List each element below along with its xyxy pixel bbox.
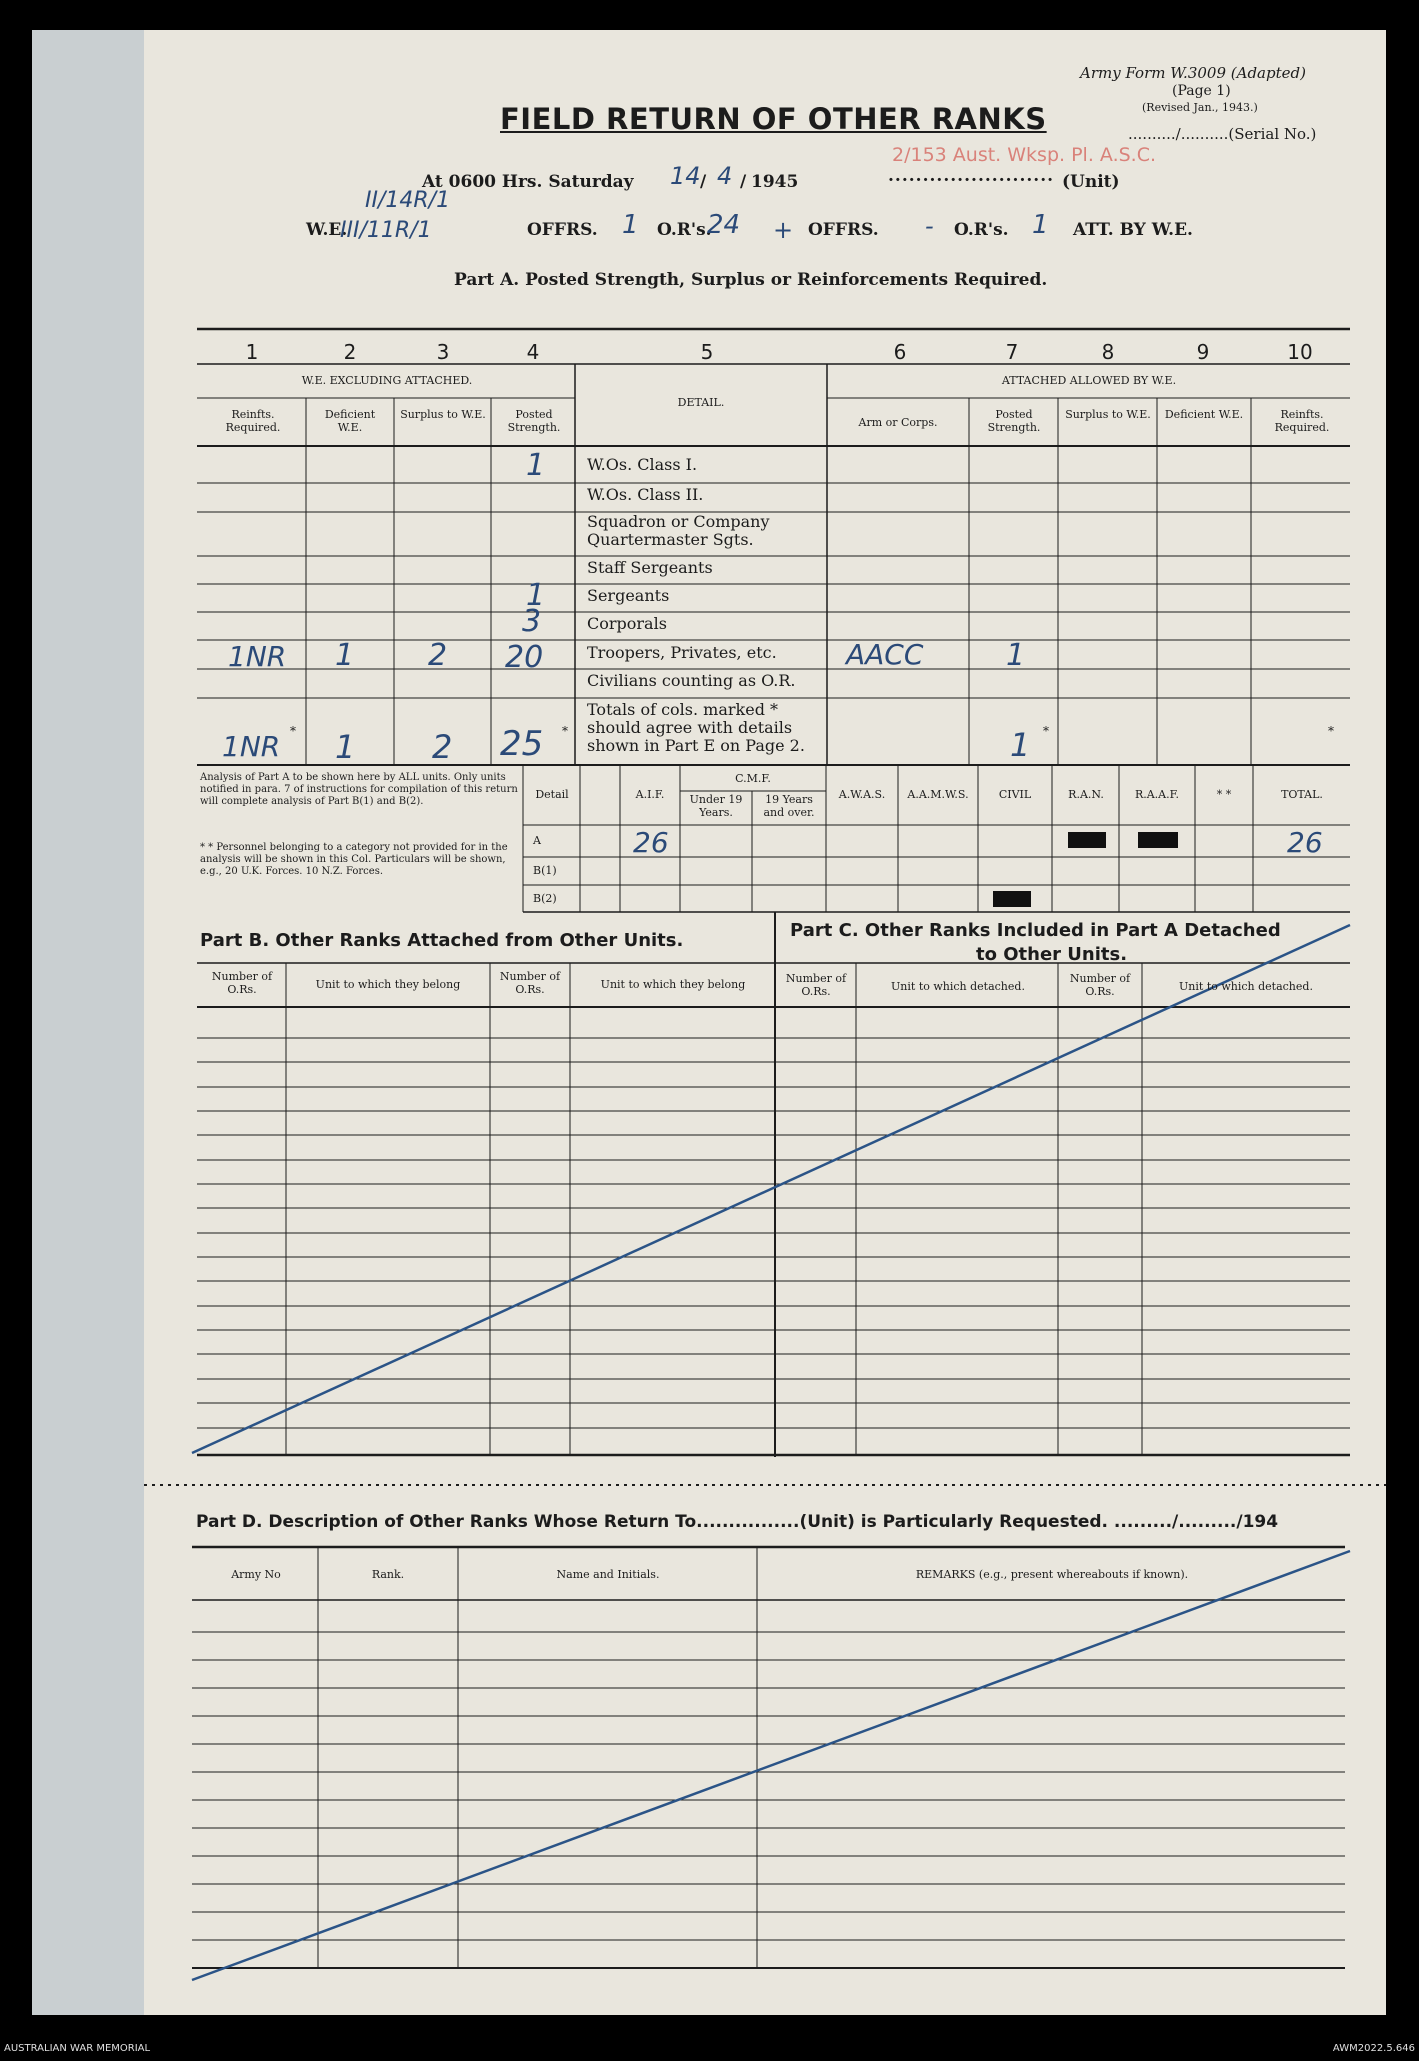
- part-c-title: Part C. Other Ranks Included in Part A Detached: [790, 920, 1281, 941]
- total-reinfts-required: 1NR: [222, 730, 281, 763]
- offrs2-label: OFFRS.: [808, 220, 879, 240]
- unit-label: (Unit): [1062, 172, 1120, 192]
- part-b-header-unit: Unit to which they belong: [315, 978, 461, 991]
- column-number: 10: [1287, 340, 1313, 364]
- unit-stamp: 2/153 Aust. Wksp. Pl. A.S.C.: [892, 144, 1157, 166]
- total-surplus-we: 2: [432, 728, 453, 766]
- part-c-header-number-2: Number of O.Rs.: [1069, 972, 1131, 998]
- cell-posted-strength: 3: [522, 604, 542, 639]
- ors2-value: 1: [1032, 210, 1049, 240]
- we-value-bottom: III/11R/1: [340, 218, 432, 243]
- analysis-footnote: * * Personnel belonging to a category not provided for in the analysis will be shown in this Col. Particulars will be shown, e.g., 20 U.K. Forces. 10 N.Z. Forces.: [200, 842, 508, 877]
- part-d-header-name: Name and Initials.: [556, 1568, 660, 1581]
- column-number: 4: [526, 340, 540, 364]
- part-b-title: Part B. Other Ranks Attached from Other Units.: [200, 930, 684, 951]
- ors-label: O.R's.: [657, 220, 712, 240]
- revised-date: (Revised Jan., 1943.): [1142, 101, 1258, 114]
- analysis-row-label: B(1): [533, 864, 557, 877]
- analysis-header-aamws: A.A.M.W.S.: [907, 788, 969, 801]
- part-b-header-unit-2: Unit to which they belong: [600, 978, 746, 991]
- column-number: 5: [700, 340, 714, 364]
- offrs-label: OFFRS.: [527, 220, 598, 240]
- cell-posted-strength: 20: [505, 640, 544, 675]
- header-deficient-we-att: Deficient W.E.: [1164, 408, 1244, 421]
- detail-label: Squadron or Company Quartermaster Sgts.: [587, 512, 770, 549]
- detail-header: DETAIL.: [677, 396, 725, 409]
- page-number: (Page 1): [1172, 83, 1231, 99]
- analysis-header-other: * *: [1216, 788, 1232, 801]
- analysis-aif-value: 26: [633, 826, 669, 859]
- detail-label: Staff Sergeants: [587, 558, 713, 577]
- analysis-header-aif: A.I.F.: [635, 788, 665, 801]
- date-day: 14: [670, 162, 701, 190]
- column-number: 8: [1101, 340, 1115, 364]
- analysis-total-value: 26: [1287, 826, 1323, 859]
- header-reinfts-required-att: Reinfts. Required.: [1274, 408, 1330, 434]
- offrs2-value: -: [925, 212, 934, 240]
- column-number: 6: [893, 340, 907, 364]
- cell-deficient-we: 1: [335, 638, 355, 673]
- analysis-header-ran: R.A.N.: [1068, 788, 1104, 801]
- detail-label: W.Os. Class I.: [587, 455, 698, 474]
- detail-label: Sergeants: [587, 586, 670, 605]
- part-b-header-number: Number of O.Rs.: [211, 970, 273, 996]
- footer-right: AWM2022.5.646: [1332, 2043, 1415, 2054]
- unit-dotted-line: ........................: [888, 166, 1055, 186]
- asterisk-mark: *: [1328, 724, 1334, 738]
- cross-out-lines: [192, 925, 1350, 1980]
- analysis-header-19-over: 19 Years and over.: [763, 793, 815, 819]
- part-c-header-unit-2: Unit to which detached.: [1179, 980, 1313, 993]
- part-d-header-army-no: Army No: [231, 1568, 281, 1581]
- cell-surplus-we: 2: [428, 638, 448, 673]
- column-number: 9: [1196, 340, 1210, 364]
- detail-label: Civilians counting as O.R.: [587, 671, 796, 690]
- cell-posted-strength: 1: [526, 448, 546, 483]
- part-b-header-number-2: Number of O.Rs.: [499, 970, 561, 996]
- part-c-header-unit: Unit to which detached.: [891, 980, 1025, 993]
- date-month: 4: [717, 162, 733, 190]
- header-posted-strength: Posted Strength.: [507, 408, 561, 434]
- header-surplus-we: Surplus to W.E.: [400, 408, 486, 421]
- at-hours-label: At 0600 Hrs. Saturday: [422, 172, 634, 192]
- asterisk-mark: *: [1043, 724, 1049, 738]
- cell-posted-strength: 1: [526, 578, 546, 613]
- cell-posted-strength-att: 1: [1006, 638, 1026, 673]
- group-header-right: ATTACHED ALLOWED BY W.E.: [1001, 374, 1177, 387]
- analysis-header-raaf: R.A.A.F.: [1134, 788, 1180, 801]
- header-arm-corps: Arm or Corps.: [858, 416, 938, 429]
- column-number: 1: [245, 340, 259, 364]
- analysis-row-label: B(2): [533, 892, 557, 905]
- plus-sign: +: [773, 216, 794, 244]
- army-form-number: Army Form W.3009 (Adapted): [1080, 64, 1306, 82]
- date-year: 1945: [751, 172, 799, 192]
- part-c-header-number: Number of O.Rs.: [785, 972, 847, 998]
- part-d-header-rank: Rank.: [371, 1568, 405, 1581]
- part-d-title: Part D. Description of Other Ranks Whose Return To................(Unit) is Particularly Requested. ........./........./194: [196, 1512, 1279, 1532]
- att-label: ATT. BY W.E.: [1073, 220, 1193, 240]
- we-label: W.E.: [306, 220, 348, 240]
- analysis-header-total: TOTAL.: [1281, 788, 1323, 801]
- column-number: 2: [343, 340, 357, 364]
- total-posted-strength-att: 1: [1010, 726, 1031, 764]
- detail-label: Troopers, Privates, etc.: [587, 643, 777, 662]
- asterisk-mark: *: [562, 724, 568, 738]
- part-a-title: Part A. Posted Strength, Surplus or Reinforcements Required.: [454, 270, 1048, 290]
- date-separator: /: [700, 172, 707, 192]
- detail-label: W.Os. Class II.: [587, 485, 704, 504]
- offrs-value: 1: [622, 210, 639, 240]
- total-posted-strength: 25: [500, 724, 544, 764]
- analysis-header-under-19: Under 19 Years.: [689, 793, 743, 819]
- column-number: 3: [436, 340, 450, 364]
- we-value-top: II/14R/1: [365, 188, 451, 213]
- analysis-header-awas: A.W.A.S.: [838, 788, 886, 801]
- form-title: FIELD RETURN OF OTHER RANKS: [500, 102, 1047, 136]
- header-posted-strength-att: Posted Strength.: [987, 408, 1041, 434]
- part-c-title-2: to Other Units.: [976, 944, 1128, 965]
- ors2-label: O.R's.: [954, 220, 1009, 240]
- part-d-header-remarks: REMARKS (e.g., present whereabouts if known).: [915, 1568, 1189, 1581]
- group-header-left: W.E. EXCLUDING ATTACHED.: [301, 374, 473, 387]
- header-surplus-we-att: Surplus to W.E.: [1065, 408, 1151, 421]
- header-deficient-we: Deficient W.E.: [324, 408, 376, 434]
- cell-arm-corps: AACC: [846, 638, 924, 671]
- analysis-header-cmf: C.M.F.: [735, 772, 771, 785]
- analysis-header-detail: Detail: [535, 788, 569, 801]
- detail-label: Totals of cols. marked * should agree with details shown in Part E on Page 2.: [587, 700, 805, 755]
- analysis-note: Analysis of Part A to be shown here by ALL units. Only units notified in para. 7 of instructions for compilation of this return will complete analysis of Part B(1) and B(2).: [200, 772, 518, 807]
- detail-label: Corporals: [587, 614, 667, 633]
- analysis-header-civil: CIVIL: [998, 788, 1032, 801]
- footer-left: AUSTRALIAN WAR MEMORIAL: [4, 2043, 151, 2054]
- asterisk-mark: *: [290, 724, 296, 738]
- header-reinfts-required: Reinfts. Required.: [225, 408, 281, 434]
- total-deficient-we: 1: [335, 728, 356, 766]
- cell-reinfts-required: 1NR: [228, 640, 287, 673]
- serial-number: ........../..........(Serial No.): [1128, 125, 1317, 143]
- ors-value: 24: [707, 210, 741, 240]
- column-number: 7: [1005, 340, 1019, 364]
- date-separator-2: /: [740, 172, 747, 192]
- analysis-row-label: A: [533, 834, 541, 847]
